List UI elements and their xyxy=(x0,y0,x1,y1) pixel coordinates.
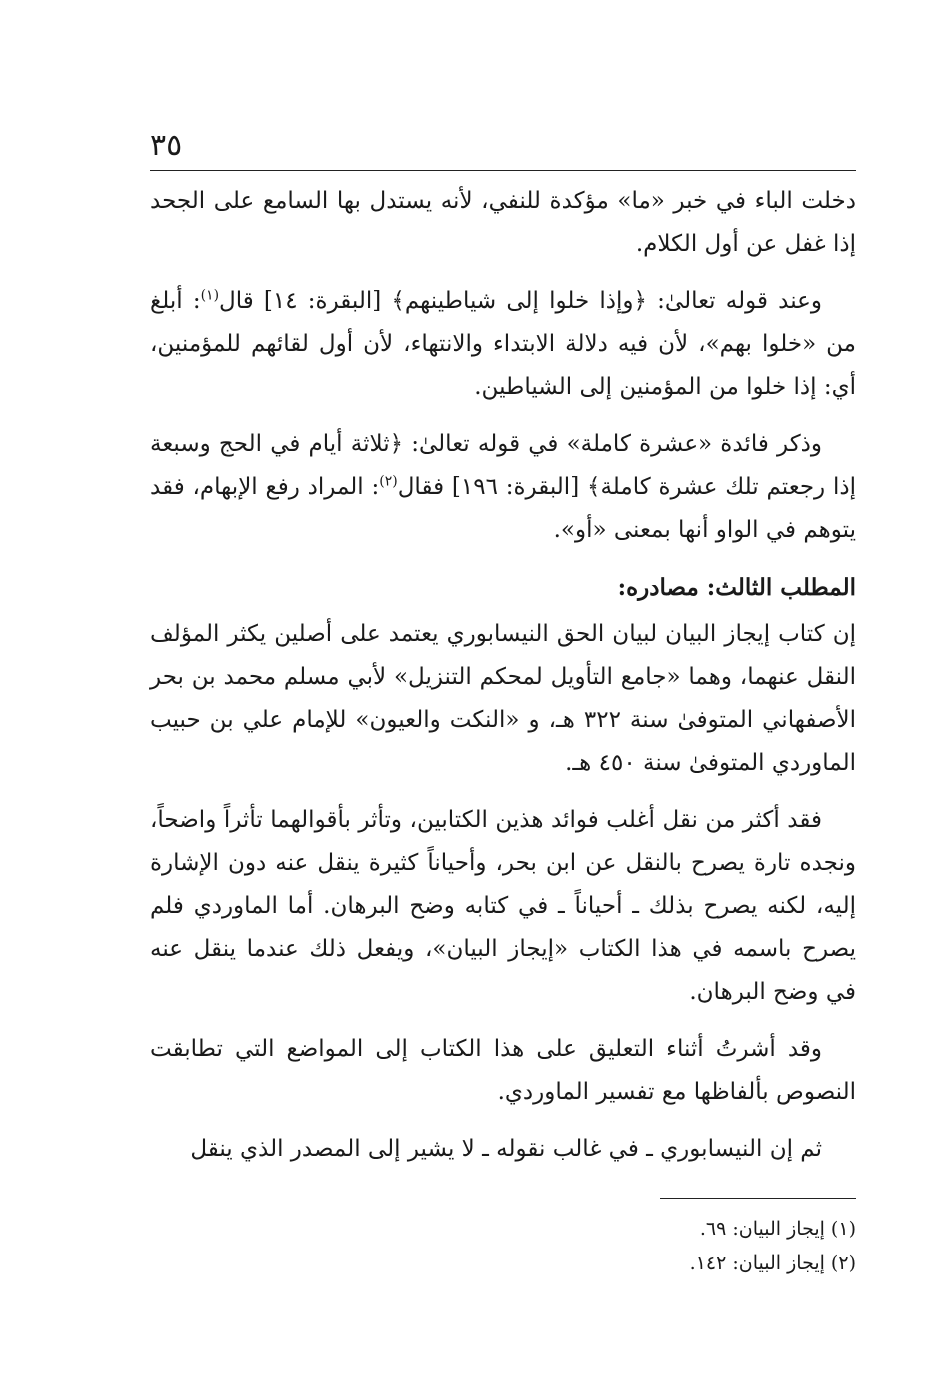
paragraph-1: دخلت الباء في خبر «ما» مؤكدة للنفي، لأنه يستدل بها السامع على الجحد إذا غفل عن أول الكلام. xyxy=(150,188,856,257)
paragraph-2-part-b: : أبلغ من «خلوا بهم»، لأن فيه دلالة الابتداء والانتهاء، لأن أول لقائهم للمؤمنين، أي: إذا خلوا من المؤمنين إلى الشياطين. xyxy=(150,288,856,400)
paragraph-3 xyxy=(150,423,856,552)
paragraph-3-part-b: : المراد رفع الإبهام، فقد يتوهم في الواو أنها بمعنى «أو». xyxy=(150,474,856,543)
footnote-ref-1[interactable]: (١) xyxy=(200,287,220,304)
paragraph-7: ثم إن النيسابوري ـ في غالب نقوله ـ لا يشير إلى المصدر الذي ينقل xyxy=(190,1136,822,1162)
footnote-1: (١) إيجاز البيان: ٦٩. xyxy=(699,1218,856,1240)
header-rule xyxy=(150,170,856,171)
footnote-ref-2[interactable]: (٢) xyxy=(379,473,398,490)
paragraph-3-part-a: وذكر فائدة «عشرة كاملة» في قوله تعالىٰ: ﴿ثلاثة أيام في الحج وسبعة إذا رجعتم تلك عشرة كاملة﴾ [البقرة: ١٩٦] فقال xyxy=(150,431,856,500)
main-text xyxy=(150,180,856,1185)
paragraph-2 xyxy=(150,280,856,409)
footnote-2: (٢) إيجاز البيان: ١٤٢. xyxy=(689,1252,856,1274)
section-heading: المطلب الثالث: مصادره: xyxy=(617,574,856,601)
footnotes xyxy=(150,1212,856,1280)
paragraph-6: وقد أشرتُ أثناء التعليق على هذا الكتاب إلى المواضع التي تطابقت النصوص بألفاظها مع تفسير الماوردي. xyxy=(150,1036,856,1105)
paragraph-4: إن كتاب إيجاز البيان لبيان الحق النيسابوري يعتمد على أصلين يكثر المؤلف النقل عنهما، وهما «جامع التأويل لمحكم التنزيل» لأبي مسلم محمد بن بحر الأصفهاني المتوفىٰ سنة ٣٢٢ هـ، و «النكت والعيون» للإمام علي بن حبيب الماوردي المتوفىٰ سنة ٤٥٠ هـ. xyxy=(150,621,856,776)
paragraph-5: فقد أكثر من نقل أغلب فوائد هذين الكتابين، وتأثر بأقوالهما تأثراً واضحاً، ونجده تارة يصرح بالنقل عن ابن بحر، وأحياناً كثيرة ينقل عنه دون الإشارة إليه، لكنه يصرح بذلك ـ أحياناً ـ في كتابه وضح البرهان. أما الماوردي فلم يصرح باسمه في هذا الكتاب «إيجاز البيان»، ويفعل ذلك عندما ينقل عنه في وضح البرهان. xyxy=(150,807,856,1005)
page-number: ٣٥ xyxy=(150,128,183,163)
paragraph-2-part-a: وعند قوله تعالىٰ: ﴿وإذا خلوا إلى شياطينهم﴾ [البقرة: ١٤] قال xyxy=(219,288,822,314)
footnote-rule xyxy=(660,1198,856,1199)
